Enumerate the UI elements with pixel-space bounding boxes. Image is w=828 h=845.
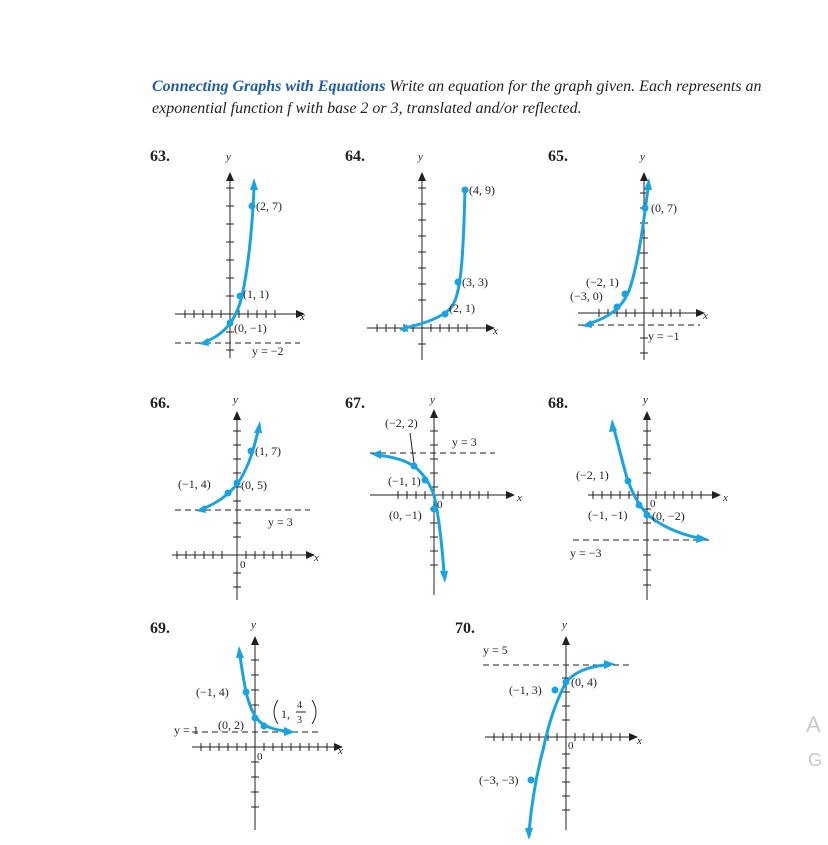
graph-label: x <box>517 492 522 504</box>
problem-64 <box>345 148 545 368</box>
graph-stroke <box>192 642 338 830</box>
problem-65 <box>548 148 748 368</box>
arrowhead <box>418 172 426 181</box>
point <box>234 480 241 487</box>
y-axis-label: y <box>226 151 231 163</box>
graph-69 <box>150 620 350 840</box>
point-label: (2, 1) <box>449 301 475 315</box>
graph-label: (0, −1) <box>389 508 422 522</box>
graph-stroke <box>588 188 648 324</box>
point <box>422 477 429 484</box>
arrowhead <box>643 411 651 420</box>
point <box>614 304 621 311</box>
curve-arrow-top <box>250 178 258 190</box>
graph-label: x <box>723 492 728 504</box>
graph-label: x <box>314 552 319 564</box>
problem-number: 70. <box>455 620 475 637</box>
graph-63 <box>150 148 350 368</box>
graph-label: (−1, 4) <box>196 685 229 699</box>
graph-stroke <box>202 431 258 509</box>
graph-label: (−1, −1) <box>588 508 628 522</box>
graph-label: , <box>287 707 290 721</box>
arrowhead <box>562 636 570 645</box>
problem-number: 67. <box>345 395 365 412</box>
point <box>622 291 629 298</box>
point <box>563 679 570 686</box>
graph-label: (−3, 0) <box>570 289 603 303</box>
graph-label: (0, 5) <box>241 478 267 492</box>
graph-label: 0 <box>650 498 656 510</box>
instructions-title: Connecting Graphs with Equations <box>152 78 386 95</box>
point <box>528 777 535 784</box>
problem-70 <box>455 620 655 840</box>
point <box>411 463 418 470</box>
x-axis-label: x <box>300 311 305 323</box>
graph-stroke <box>578 178 700 360</box>
point <box>248 448 255 455</box>
problem-number: 69. <box>150 620 170 637</box>
arrowhead <box>430 409 438 418</box>
graph-label: y = 3 <box>452 435 477 449</box>
graph-label: (1, 7) <box>255 444 281 458</box>
problem-67 <box>345 395 545 615</box>
point-label: (0, −1) <box>234 321 267 335</box>
arrowhead <box>254 421 262 433</box>
graph-66 <box>150 395 350 615</box>
arrowhead <box>371 450 381 459</box>
point <box>462 187 469 194</box>
arrowhead <box>609 419 617 432</box>
graph-label: 3 <box>297 715 302 726</box>
graph-67 <box>345 395 545 615</box>
graph-70 <box>455 620 655 840</box>
graph-label: 0 <box>568 740 574 752</box>
arrowhead <box>604 660 615 669</box>
point <box>442 311 449 318</box>
arrowhead <box>712 491 721 499</box>
graph-label: x <box>493 325 498 337</box>
point <box>455 279 462 286</box>
graph-label: y = −1 <box>648 329 680 343</box>
point <box>552 687 559 694</box>
graph-stroke <box>494 678 620 810</box>
graph-label: (−3, −3) <box>479 773 519 787</box>
problem-66 <box>150 395 350 615</box>
leader-line <box>410 433 414 463</box>
arrowhead <box>233 411 241 420</box>
graph-label: y <box>643 395 648 406</box>
graph-label: x <box>637 735 642 747</box>
arrowhead <box>196 505 206 513</box>
problem-69 <box>150 620 350 840</box>
edge-fragment: G <box>808 750 823 770</box>
point <box>243 689 250 696</box>
graph-stroke <box>201 660 327 807</box>
graph-label: (0, −2) <box>652 509 685 523</box>
instructions <box>152 76 772 120</box>
graph-65 <box>548 148 748 368</box>
graph-label: (−2, 1) <box>586 275 619 289</box>
point <box>644 512 651 519</box>
graph-label: (−2, 1) <box>576 468 609 482</box>
point <box>625 478 632 485</box>
graph-label: x <box>703 310 708 322</box>
point <box>225 490 232 497</box>
arrowhead <box>284 727 295 736</box>
graph-label: (0, 2) <box>218 718 244 732</box>
graph-stroke <box>274 700 278 724</box>
graph-label: y = −3 <box>570 546 602 560</box>
graph-label: y = 3 <box>268 515 293 529</box>
arrowhead <box>440 571 448 583</box>
point <box>636 502 643 509</box>
graph-label: (−2, 2) <box>385 416 418 430</box>
problem-63 <box>150 148 350 368</box>
graph-label: y <box>418 151 423 163</box>
curve-arrow-left <box>199 338 209 346</box>
arrowhead <box>696 534 708 543</box>
graph-64 <box>345 148 545 368</box>
instructions-text: Write an equation for the graph given. Each represents an exponential function f with base 2 or 3, translated and/or reflected. <box>152 78 762 117</box>
graph-label: y <box>251 620 256 631</box>
point <box>642 205 649 212</box>
point <box>227 320 234 327</box>
problem-number: 65. <box>548 148 568 165</box>
graph-label: 0 <box>240 559 246 571</box>
asymptote-label: y = −2 <box>252 344 284 358</box>
problem-number: 66. <box>150 395 170 412</box>
graph-label: (−1, 3) <box>509 683 542 697</box>
graph-stroke <box>367 178 490 360</box>
graph-label: y <box>562 620 567 631</box>
graph-label: 4 <box>297 700 302 711</box>
graph-label: (−1, 1) <box>388 474 421 488</box>
graph-label: y <box>430 395 435 406</box>
graph-label: x <box>338 745 343 757</box>
point <box>261 723 268 730</box>
graph-label: 1 <box>281 707 287 721</box>
y-axis-arrow <box>226 172 234 181</box>
problem-number: 68. <box>548 395 568 412</box>
graph-label: 0 <box>257 751 263 763</box>
point-label: (1, 1) <box>243 287 269 301</box>
edge-fragment: A <box>806 712 821 737</box>
arrowhead <box>236 646 244 658</box>
arrowhead <box>506 491 515 499</box>
graph-stroke <box>312 700 316 724</box>
problem-68 <box>548 395 748 615</box>
graph-label: (0, 4) <box>571 675 597 689</box>
point-label: (3, 3) <box>462 275 488 289</box>
graph-label: y <box>640 151 645 163</box>
graph-label: y = 5 <box>483 643 508 657</box>
point <box>252 715 259 722</box>
graph-label: (−1, 4) <box>178 477 211 491</box>
arrowhead <box>251 636 259 645</box>
point-label: (4, 9) <box>469 183 495 197</box>
arrowhead <box>640 172 648 181</box>
graph-label: 0 <box>437 499 443 511</box>
point-label: (2, 7) <box>256 199 282 213</box>
problem-number: 63. <box>150 148 170 165</box>
point <box>249 203 256 210</box>
graph-label: y <box>233 395 238 406</box>
arrowhead <box>582 320 592 328</box>
graph-label: y = 1 <box>174 723 199 737</box>
problem-number: 64. <box>345 148 365 165</box>
graph-68 <box>548 395 748 615</box>
graph-label: (0, 7) <box>651 201 677 215</box>
